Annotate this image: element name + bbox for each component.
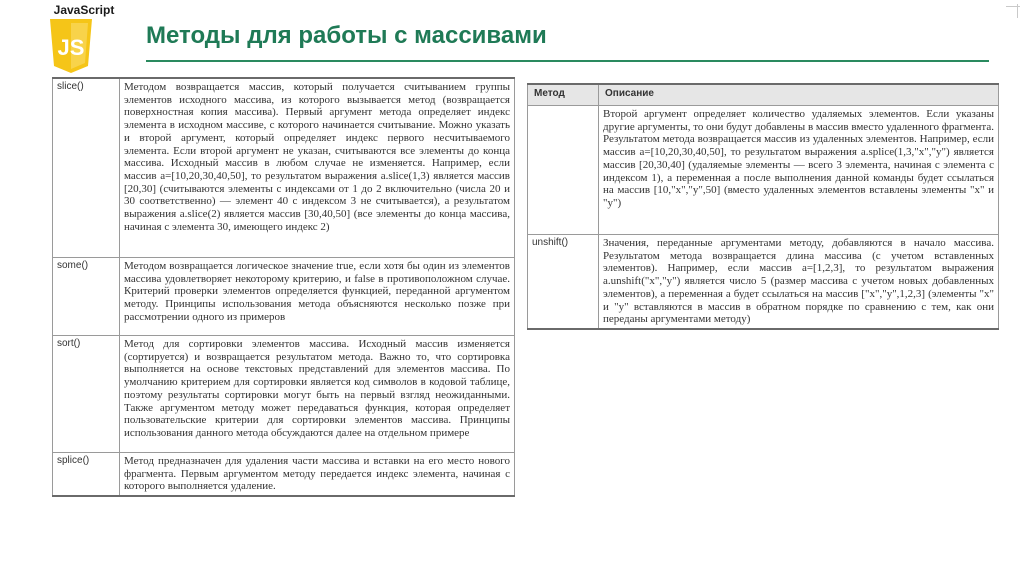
- column-header-method: Метод: [528, 84, 599, 106]
- brand-label: JavaScript: [53, 3, 115, 17]
- table-row: [53, 258, 515, 336]
- method-description: Методом возвращается логическое значение true, если хотя бы один из элементов массива удовлетворяет некоторому критерию, и false в противоположном случае. Критерий проверки элементов определяется функцией, переданной аргументом методу. Принципы использования метода объясняются несколько позже при рассмотрении одного из примеров: [120, 258, 515, 336]
- method-description: Методом возвращается массив, который получается считыванием группы элементов исходного массива, из которого вызывается метод (возвращается поверхностная копия массива). Первый аргумент метода определяет индекс элемента в исходном массиве, с которого начинается считывание. Можно указать и второй аргумент, который определяет индекс первого несчитываемого элемента. Если второй аргумент не указан, считываются все элементы до конца массива. Исходный массив в любом случае не изменяется. Например, если массив a=[10,20,30,40,50], то результатом выражения a.slice(1,3) является массив [20,30] (считываются элементы с индексами от 1 до 2 включительно (числа 20 и 30 соответственно) — элемент 40 с индексом 3 не считывается), а результатом выражения a.slice(2) является массив [30,40,50] (все элементы до конца массива, начиная с элемента 30, имеющего индекс 2): [120, 78, 515, 258]
- table-row: [53, 453, 515, 497]
- method-description: Значения, переданные аргументами методу, добавляются в начало массива. Результатом метода возвращается длина массива (с учетом вставленных элементов). Например, если массив a=[1,2,3], то результатом выражения a.unshift("x","y") является число 5 (размер массива с учетом новых добавленных элементов), а переменная a будет ссылаться на массив ["x","y",1,2,3] (элементы "x" и "y" вставляются в массив в обратном порядке по сравнению с тем, как они переданы аргументами методу): [599, 235, 999, 329]
- methods-table-left: [52, 77, 515, 497]
- method-description: Метод предназначен для удаления части массива и вставки на его место нового фрагмента. Первым аргументом методу передается индекс элемента, начиная с которого выполняется удаление.: [120, 453, 515, 497]
- method-description: Метод для сортировки элементов массива. Исходный массив изменяется (сортируется) и возвращается результатом метода. Важно то, что сортировка выполняется на основе текстовых представлений для элементов массива. По умолчанию критерием для сортировки является код символов в кодовой таблице, поэтому результаты сортировки могут быть на первый взгляд неожиданными. Также аргументом методу может передаваться функция, которая определяет пользовательские критерии для сортировки элементов массива. Принципы использования данного метода обсуждаются далее на отдельном примере: [120, 336, 515, 453]
- column-header-description: Описание: [599, 84, 999, 106]
- table-row: [528, 106, 999, 235]
- title-divider: [146, 60, 989, 62]
- method-name: some(): [53, 258, 120, 336]
- table-row: [53, 336, 515, 453]
- logo-text: JS: [57, 35, 85, 60]
- method-name: splice(): [53, 453, 120, 497]
- table-header-row: [528, 84, 999, 106]
- corner-mark-icon: [1006, 4, 1020, 18]
- js-shield-logo-icon: [48, 19, 94, 73]
- table-row: [53, 78, 515, 258]
- table-row: [528, 235, 999, 329]
- method-name: sort(): [53, 336, 120, 453]
- javascript-brand: [44, 3, 124, 73]
- method-name: [528, 106, 599, 235]
- method-name: unshift(): [528, 235, 599, 329]
- method-name: slice(): [53, 78, 120, 258]
- method-description: Второй аргумент определяет количество удаляемых элементов. Если указаны другие аргументы, то они будут добавлены в массив вместо удаленного фрагмента. Результатом метода возвращается массив из удаленных элементов. Например, если массив a=[10,20,30,40,50], то результатом выражения a.splice(1,3,"x","y") является массив [20,30,40] (удаляемые элементы — всего 3 элемента, начиная с элемента с индексом 1), а переменная a после выполнения данной команды будет ссылаться на массив [10,"x","y",50] (вместо удаленных элементов вставлены элементы "x" и "y"): [599, 106, 999, 235]
- page-title: Методы для работы с массивами: [146, 22, 547, 49]
- methods-table-right: [527, 83, 999, 330]
